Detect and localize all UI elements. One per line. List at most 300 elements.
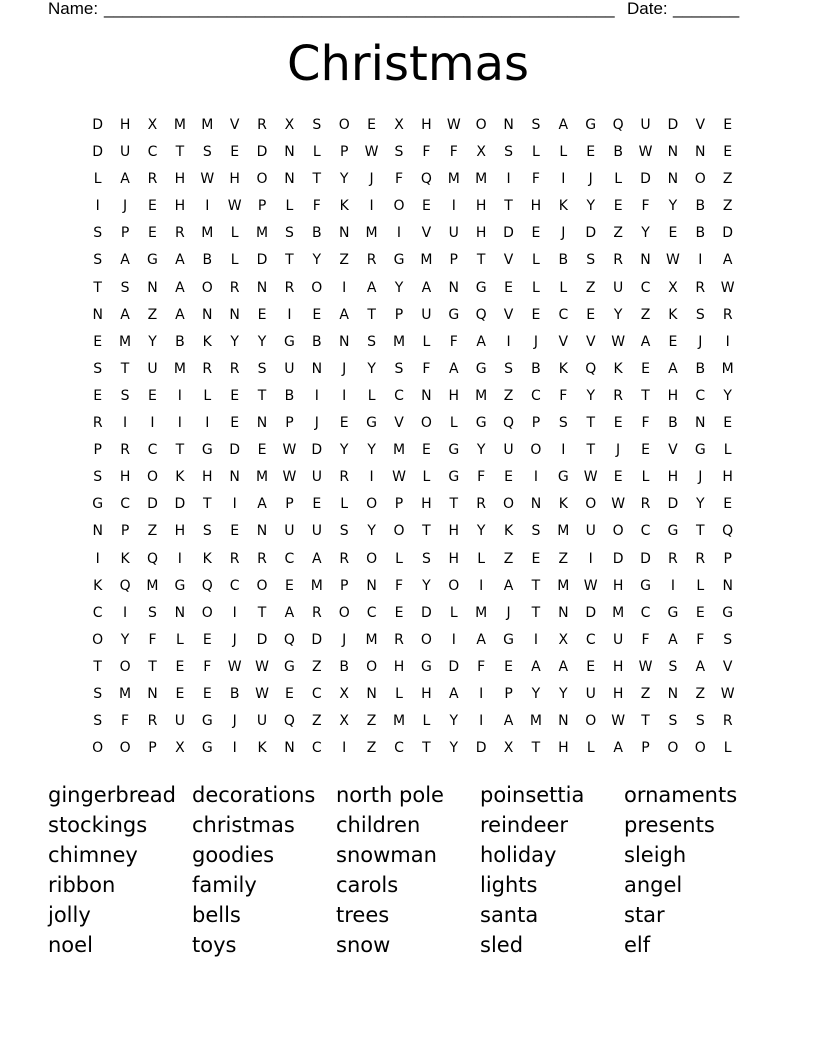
grid-letter: T (641, 387, 650, 404)
grid-letter: L (422, 333, 431, 350)
grid-letter: M (255, 469, 269, 486)
grid-letter: A (695, 658, 706, 675)
grid-letter: K (558, 198, 568, 215)
grid-letter: L (449, 604, 458, 621)
grid-letter: I (561, 171, 566, 188)
grid-letter: F (312, 198, 321, 215)
grid-letter: R (640, 496, 651, 513)
grid-letter: G (201, 740, 213, 757)
grid-letter: L (559, 144, 568, 161)
grid-letter: R (147, 713, 158, 730)
grid-letter: I (479, 685, 484, 702)
grid-letter: T (93, 658, 102, 675)
grid-letter: Y (312, 252, 322, 269)
grid-row (84, 573, 742, 600)
grid-letter: A (531, 658, 541, 675)
grid-letter: L (723, 442, 732, 459)
grid-letter: H (530, 198, 542, 215)
grid-row (84, 220, 742, 247)
grid-letter: S (93, 713, 103, 730)
grid-letter: N (503, 117, 514, 133)
grid-letter: E (230, 415, 240, 432)
grid-letter: I (479, 713, 484, 730)
grid-letter: K (339, 198, 349, 215)
grid-letter: K (202, 333, 212, 350)
grid-letter: J (533, 333, 539, 350)
grid-letter: N (202, 306, 213, 323)
grid-letter: M (392, 333, 406, 350)
grid-letter: T (504, 198, 513, 215)
grid-letter: T (422, 740, 431, 757)
grid-letter: H (667, 469, 679, 486)
grid-letter: U (585, 523, 596, 540)
grid-letter: N (92, 306, 103, 323)
grid-letter: D (503, 225, 514, 242)
grid-letter: D (311, 442, 323, 459)
page-title: Christmas (286, 36, 529, 92)
grid-letter: E (339, 415, 349, 432)
grid-letter: C (229, 577, 240, 594)
grid-letter: M (475, 171, 488, 188)
grid-letter: A (366, 279, 377, 296)
grid-letter: E (504, 658, 513, 675)
grid-letter: L (532, 279, 540, 296)
grid-letter: F (641, 198, 650, 215)
grid-letter: G (448, 442, 460, 459)
grid-letter: E (312, 496, 322, 513)
grid-letter: N (256, 523, 268, 540)
grid-letter: W (583, 469, 598, 486)
grid-letter: E (421, 198, 431, 215)
grid-letter: N (366, 685, 377, 702)
grid-letter: N (366, 577, 377, 594)
grid-letter: S (120, 387, 130, 404)
grid-letter: Y (723, 387, 732, 404)
word-list-item: children (336, 813, 421, 837)
grid-letter: L (395, 550, 403, 567)
grid-letter: O (393, 523, 405, 540)
grid-letter: W (611, 496, 626, 513)
grid-letter: W (255, 685, 269, 702)
grid-letter: F (559, 387, 568, 404)
grid-letter: N (229, 469, 240, 486)
grid-letter: W (392, 469, 406, 486)
grid-letter: D (256, 252, 268, 269)
grid-letter: U (284, 523, 295, 540)
grid-letter: Y (257, 333, 267, 350)
grid-letter: E (723, 144, 733, 161)
grid-letter: O (256, 577, 268, 594)
grid-letter: T (148, 658, 157, 675)
grid-letter: N (667, 685, 679, 702)
grid-letter: P (641, 740, 650, 757)
grid-letter: Q (503, 415, 515, 432)
grid-letter: H (475, 225, 487, 242)
grid-letter: N (147, 685, 158, 702)
grid-letter: E (93, 333, 103, 350)
grid-letter: E (613, 415, 623, 432)
grid-letter: I (177, 550, 182, 567)
grid-letter: B (531, 360, 541, 377)
grid-letter: U (503, 442, 514, 459)
grid-letter: F (422, 360, 431, 377)
date-blank-line: _______ (673, 0, 740, 18)
grid-letter: Y (367, 442, 376, 459)
grid-letter: F (696, 631, 705, 648)
grid-letter: O (201, 604, 213, 621)
grid-letter: P (339, 577, 349, 594)
grid-letter: V (585, 333, 596, 350)
grid-letter: Z (640, 306, 651, 323)
grid-letter: N (338, 333, 350, 350)
grid-letter: R (366, 252, 377, 269)
word-list-item: christmas (192, 813, 295, 837)
grid-letter: K (558, 360, 568, 377)
grid-letter: M (173, 360, 186, 377)
grid-letter: I (342, 740, 347, 757)
grid-letter: F (422, 144, 431, 161)
grid-letter: X (339, 713, 349, 730)
grid-letter: V (503, 252, 514, 269)
grid-letter: G (667, 604, 679, 621)
grid-letter: H (612, 658, 624, 675)
grid-letter: W (665, 252, 680, 269)
grid-letter: D (585, 604, 597, 621)
grid-letter: O (667, 740, 679, 757)
grid-letter: L (395, 685, 403, 702)
grid-letter: L (559, 279, 568, 296)
word-list-item: goodies (192, 843, 275, 867)
grid-letter: E (586, 306, 596, 323)
grid-letter: W (255, 658, 269, 675)
grid-letter: J (314, 415, 319, 432)
grid-letter: D (640, 171, 651, 188)
grid-letter: H (722, 469, 733, 486)
grid-letter: V (722, 658, 733, 675)
grid-letter: V (695, 117, 706, 133)
grid-letter: I (369, 198, 374, 215)
grid-letter: W (364, 144, 379, 161)
grid-letter: P (339, 144, 349, 161)
grid-letter: E (230, 387, 240, 404)
grid-letter: L (696, 577, 705, 594)
grid-letter: C (394, 740, 404, 757)
grid-letter: Q (283, 713, 295, 730)
grid-letter: Q (119, 577, 131, 594)
grid-letter: L (230, 252, 239, 269)
grid-letter: S (586, 252, 596, 269)
grid-letter: I (232, 740, 237, 757)
grid-letter: W (282, 469, 297, 486)
date-label: Date: (627, 0, 668, 18)
grid-letter: W (227, 198, 242, 215)
grid-letter: Z (503, 550, 514, 567)
grid-letter: Q (585, 360, 597, 377)
grid-letter: F (203, 658, 212, 675)
grid-letter: Z (585, 279, 596, 296)
grid-letter: G (475, 415, 487, 432)
grid-letter: A (448, 685, 459, 702)
grid-letter: I (342, 279, 347, 296)
grid-letter: Z (339, 252, 349, 269)
grid-letter: S (558, 415, 568, 432)
grid-letter: I (205, 415, 210, 432)
grid-letter: E (531, 306, 541, 323)
grid-letter: Y (586, 198, 595, 215)
grid-row (84, 518, 742, 545)
grid-letter: Y (641, 225, 650, 242)
grid-letter: N (92, 523, 103, 540)
grid-letter: O (503, 496, 515, 513)
grid-letter: G (694, 442, 706, 459)
word-list-item: chimney (48, 843, 138, 867)
grid-letter: T (476, 252, 486, 269)
grid-letter: E (93, 387, 103, 404)
grid-letter: E (148, 225, 157, 242)
grid-letter: F (477, 658, 486, 675)
grid-letter: A (640, 333, 651, 350)
grid-letter: K (120, 550, 130, 567)
grid-letter: Q (475, 306, 487, 323)
grid-letter: F (394, 577, 404, 594)
grid-letter: E (148, 198, 157, 215)
grid-letter: D (256, 631, 268, 648)
grid-letter: Y (696, 496, 705, 513)
grid-letter: R (120, 442, 130, 459)
grid-letter: O (366, 550, 378, 567)
grid-letter: O (530, 442, 542, 459)
grid-letter: P (394, 496, 404, 513)
grid-letter: A (421, 279, 432, 296)
grid-letter: A (503, 713, 514, 730)
grid-letter: S (202, 144, 212, 161)
grid-letter: E (504, 279, 513, 296)
grid-letter: X (147, 117, 158, 133)
grid-letter: H (558, 740, 569, 757)
grid-letter: O (612, 523, 624, 540)
grid-row (84, 193, 742, 220)
grid-letter: Y (394, 279, 404, 296)
word-list (48, 780, 768, 960)
grid-letter: J (232, 713, 237, 730)
grid-letter: E (641, 442, 650, 459)
grid-letter: Y (668, 198, 678, 215)
grid-letter: L (532, 144, 540, 161)
grid-letter: N (558, 713, 569, 730)
grid-letter: G (201, 713, 213, 730)
grid-letter: S (93, 360, 103, 377)
grid-letter: D (420, 604, 432, 621)
grid-letter: B (668, 415, 678, 432)
grid-letter: B (558, 252, 569, 269)
grid-letter: G (640, 577, 651, 594)
grid-row (84, 464, 742, 491)
grid-letter: E (312, 306, 322, 323)
grid-letter: I (232, 496, 237, 513)
grid-letter: P (257, 198, 267, 215)
grid-letter: I (698, 252, 703, 269)
grid-letter: W (638, 144, 653, 161)
grid-letter: T (531, 604, 541, 621)
grid-letter: O (92, 631, 104, 648)
grid-letter: A (175, 306, 185, 323)
grid-letter: A (312, 550, 322, 567)
grid-letter: O (366, 658, 378, 675)
grid-letter: C (92, 604, 103, 621)
grid-letter: M (420, 252, 433, 269)
grid-letter: R (613, 387, 623, 404)
grid-letter: D (229, 442, 241, 459)
grid-letter: E (641, 360, 650, 377)
grid-letter: B (695, 225, 706, 242)
grid-letter: S (93, 469, 103, 486)
grid-letter: Z (312, 658, 322, 675)
grid-letter: P (120, 523, 130, 540)
grid-letter: Y (559, 685, 568, 702)
grid-row (84, 735, 742, 762)
word-list-item: snow (336, 933, 391, 957)
grid-letter: M (201, 225, 214, 242)
grid-letter: W (227, 658, 242, 675)
grid-letter: U (119, 144, 131, 161)
grid-letter: I (314, 387, 319, 404)
grid-row (84, 247, 742, 274)
word-list-item: ornaments (624, 783, 738, 807)
grid-letter: N (338, 225, 350, 242)
grid-row (84, 275, 742, 302)
grid-letter: S (312, 117, 322, 133)
grid-letter: S (257, 360, 267, 377)
grid-letter: O (201, 279, 213, 296)
grid-letter: P (504, 685, 513, 702)
grid-letter: S (202, 523, 212, 540)
grid-letter: V (503, 306, 514, 323)
grid-letter: E (202, 685, 212, 702)
grid-letter: B (339, 658, 350, 675)
grid-letter: J (561, 225, 566, 242)
grid-letter: A (668, 631, 678, 648)
grid-letter: V (229, 117, 240, 133)
grid-letter: T (586, 415, 595, 432)
grid-letter: D (92, 144, 104, 161)
grid-letter: E (531, 550, 541, 567)
grid-letter: N (722, 577, 733, 594)
grid-letter: F (641, 631, 650, 648)
grid-letter: L (175, 631, 184, 648)
grid-letter: G (92, 496, 104, 513)
word-list-item: jolly (48, 903, 91, 927)
grid-letter: Q (146, 550, 158, 567)
grid-letter: E (285, 577, 294, 594)
grid-letter: G (393, 252, 405, 269)
grid-letter: S (504, 144, 513, 161)
grid-letter: O (393, 198, 405, 215)
grid-letter: E (723, 415, 733, 432)
grid-letter: B (202, 252, 213, 269)
grid-letter: D (640, 550, 651, 567)
word-list-item: snowman (336, 843, 437, 867)
grid-row (84, 139, 742, 166)
grid-letter: T (586, 442, 595, 459)
grid-letter: A (558, 658, 569, 675)
grid-letter: N (229, 306, 240, 323)
grid-letter: H (174, 171, 186, 188)
grid-letter: L (641, 469, 650, 486)
grid-letter: N (174, 604, 186, 621)
grid-letter: D (612, 550, 624, 567)
grid-letter: O (448, 577, 460, 594)
grid-letter: M (310, 577, 323, 594)
grid-letter: B (613, 144, 623, 161)
grid-letter: B (312, 333, 322, 350)
grid-letter: S (668, 658, 678, 675)
grid-letter: R (92, 415, 103, 432)
grid-letter: E (668, 333, 678, 350)
grid-letter: A (503, 577, 514, 594)
grid-letter: P (449, 252, 458, 269)
grid-letter: O (256, 171, 268, 188)
grid-letter: H (448, 523, 460, 540)
grid-letter: E (695, 604, 705, 621)
grid-letter: H (174, 523, 186, 540)
grid-letter: B (284, 387, 295, 404)
grid-letter: R (284, 279, 295, 296)
grid-letter: Y (586, 387, 595, 404)
grid-letter: M (447, 171, 460, 188)
grid-letter: U (448, 225, 459, 242)
grid-letter: X (476, 144, 486, 161)
grid-letter: C (284, 550, 295, 567)
grid-letter: S (394, 144, 404, 161)
grid-letter: E (285, 685, 294, 702)
grid-letter: C (147, 442, 158, 459)
grid-letter: S (504, 360, 513, 377)
grid-row (84, 356, 742, 383)
grid-letter: L (614, 171, 623, 188)
grid-letter: R (202, 360, 213, 377)
grid-letter: L (532, 252, 540, 269)
grid-letter: S (531, 523, 541, 540)
grid-row (84, 302, 742, 329)
grid-letter: H (667, 387, 679, 404)
grid-letter: W (720, 685, 735, 702)
grid-letter: I (561, 442, 566, 459)
grid-letter: B (695, 360, 706, 377)
grid-letter: W (446, 117, 461, 133)
grid-letter: T (312, 171, 322, 188)
grid-letter: O (585, 713, 597, 730)
grid-letter: L (203, 387, 212, 404)
grid-letter: P (394, 306, 404, 323)
grid-letter: Y (339, 171, 349, 188)
grid-letter: I (232, 604, 237, 621)
grid-letter: H (612, 577, 624, 594)
word-list-item: toys (192, 933, 237, 957)
grid-letter: U (421, 306, 432, 323)
grid-letter: H (393, 658, 405, 675)
grid-letter: P (723, 550, 732, 567)
grid-letter: I (205, 198, 210, 215)
grid-letter: Z (503, 387, 514, 404)
grid-letter: A (722, 252, 733, 269)
grid-letter: F (121, 713, 130, 730)
grid-letter: D (448, 658, 460, 675)
grid-letter: J (698, 469, 703, 486)
grid-letter: Z (558, 550, 569, 567)
grid-letter: R (722, 306, 733, 323)
grid-letter: M (201, 117, 214, 133)
grid-letter: E (723, 117, 733, 133)
